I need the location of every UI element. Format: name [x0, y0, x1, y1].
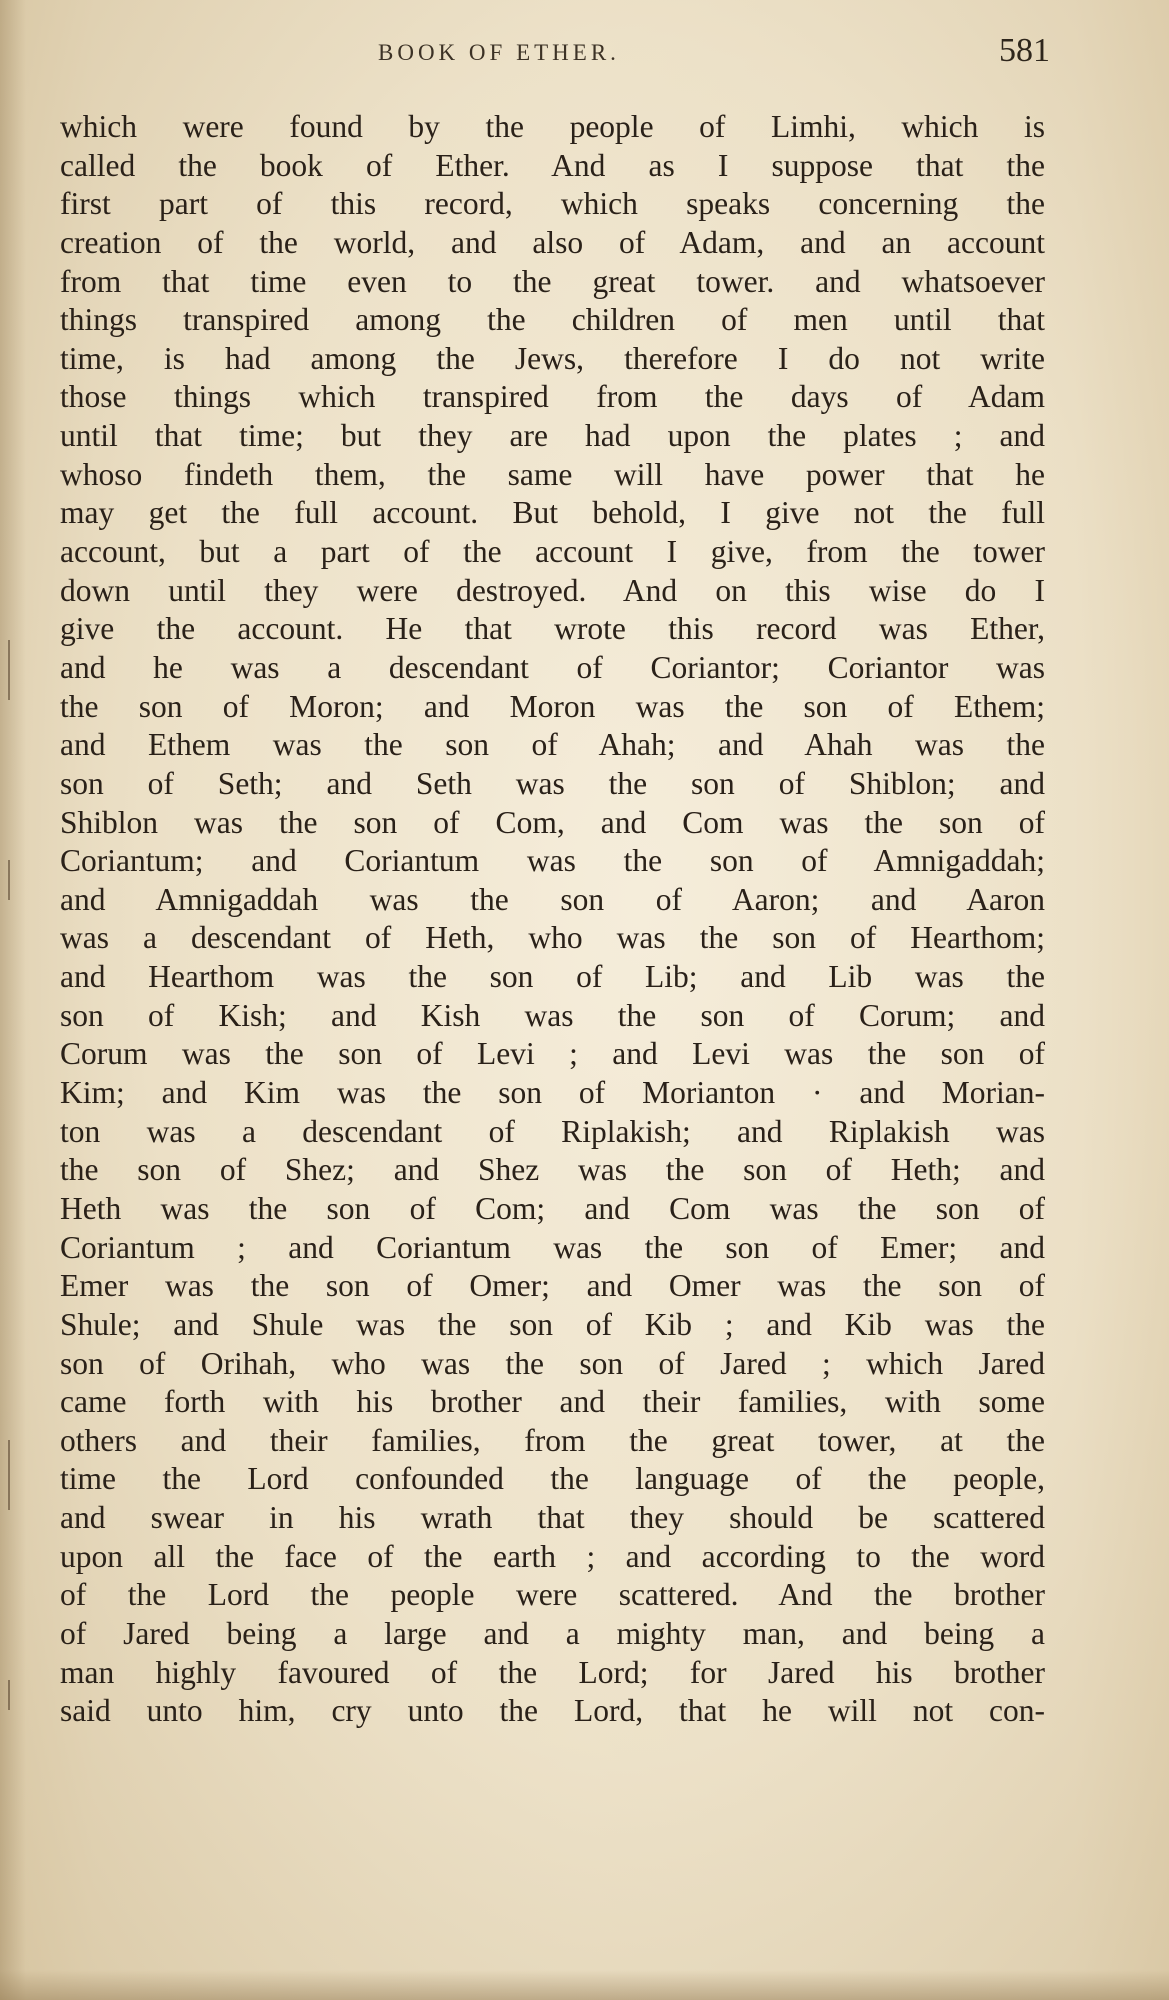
text-line: the son of Shez; and Shez was the son of Heth; and [60, 1152, 1045, 1188]
text-line: which were found by the people of Limhi, which is [60, 109, 1045, 144]
text-line: whoso findeth them, the same will have power that he [60, 456, 1045, 492]
text-line: Emer was the son of Omer; and Omer was the son of [60, 1268, 1045, 1304]
text-line: son of Kish; and Kish was the son of Corum; and [60, 997, 1045, 1033]
text-line: Heth was the son of Com; and Com was the son of [60, 1190, 1045, 1226]
text-line: Kim; and Kim was the son of Morianton · and Morian- [60, 1075, 1045, 1111]
text-line: time the Lord confounded the language of the people, [60, 1461, 1045, 1497]
text-line: and he was a descendant of Coriantor; Coriantor was [60, 649, 1045, 685]
text-line: upon all the face of the earth ; and according to the word [60, 1538, 1045, 1574]
text-line: son of Seth; and Seth was the son of Shiblon; and [60, 765, 1045, 801]
running-head [60, 30, 1050, 80]
text-line: ton was a descendant of Riplakish; and Riplakish was [60, 1113, 1045, 1149]
binding-mark [8, 860, 10, 900]
text-line: and Hearthom was the son of Lib; and Lib was the [60, 959, 1045, 995]
text-line: was a descendant of Heth, who was the son of Hearthom; [60, 920, 1045, 956]
text-line: Shiblon was the son of Com, and Com was the son of [60, 804, 1045, 840]
text-line: came forth with his brother and their families, with some [60, 1384, 1045, 1420]
binding-mark [8, 640, 10, 700]
text-line: and Ethem was the son of Ahah; and Ahah was the [60, 727, 1045, 763]
text-line: Shule; and Shule was the son of Kib ; and Kib was the [60, 1306, 1045, 1342]
text-line: those things which transpired from the days of Adam [60, 379, 1045, 415]
text-line: until that time; but they are had upon the plates ; and [60, 418, 1045, 454]
text-line: of Jared being a large and a mighty man, and being a [60, 1615, 1045, 1651]
binding-mark [8, 1680, 10, 1710]
text-line: give the account. He that wrote this record was Ether, [60, 611, 1045, 647]
page-number: 581 [999, 32, 1050, 69]
text-line: down until they were destroyed. And on this wise do I [60, 572, 1045, 608]
text-line: others and their families, from the great tower, at the [60, 1422, 1045, 1458]
text-line: and swear in his wrath that they should be scattered [60, 1500, 1045, 1536]
text-line: said unto him, cry unto the Lord, that he will not con- [60, 1693, 1045, 1729]
text-line: of the Lord the people were scattered. And the brother [60, 1577, 1045, 1613]
running-title: BOOK OF ETHER. [378, 40, 620, 65]
text-line: first part of this record, which speaks concerning the [60, 186, 1045, 222]
page-binding-edge [0, 0, 26, 2000]
body-text [60, 108, 1045, 1731]
text-line: son of Orihah, who was the son of Jared ; which Jared [60, 1345, 1045, 1381]
text-line: Corum was the son of Levi ; and Levi was the son of [60, 1036, 1045, 1072]
text-line: creation of the world, and also of Adam, and an account [60, 224, 1045, 260]
text-line: Coriantum ; and Coriantum was the son of Emer; and [60, 1229, 1045, 1265]
binding-mark [8, 1440, 10, 1510]
text-line: the son of Moron; and Moron was the son of Ethem; [60, 688, 1045, 724]
text-line: account, but a part of the account I give, from the tower [60, 534, 1045, 570]
text-line: things transpired among the children of men until that [60, 302, 1045, 338]
text-line: time, is had among the Jews, therefore I do not write [60, 340, 1045, 376]
text-line: may get the full account. But behold, I give not the full [60, 495, 1045, 531]
text-line: called the book of Ether. And as I suppose that the [60, 147, 1045, 183]
page-bottom-edge [0, 1970, 1169, 2000]
text-line: and Amnigaddah was the son of Aaron; and Aaron [60, 881, 1045, 917]
text-line: from that time even to the great tower. and whatsoever [60, 263, 1045, 299]
text-line: Coriantum; and Coriantum was the son of Amnigaddah; [60, 843, 1045, 879]
text-line: man highly favoured of the Lord; for Jared his brother [60, 1654, 1045, 1690]
